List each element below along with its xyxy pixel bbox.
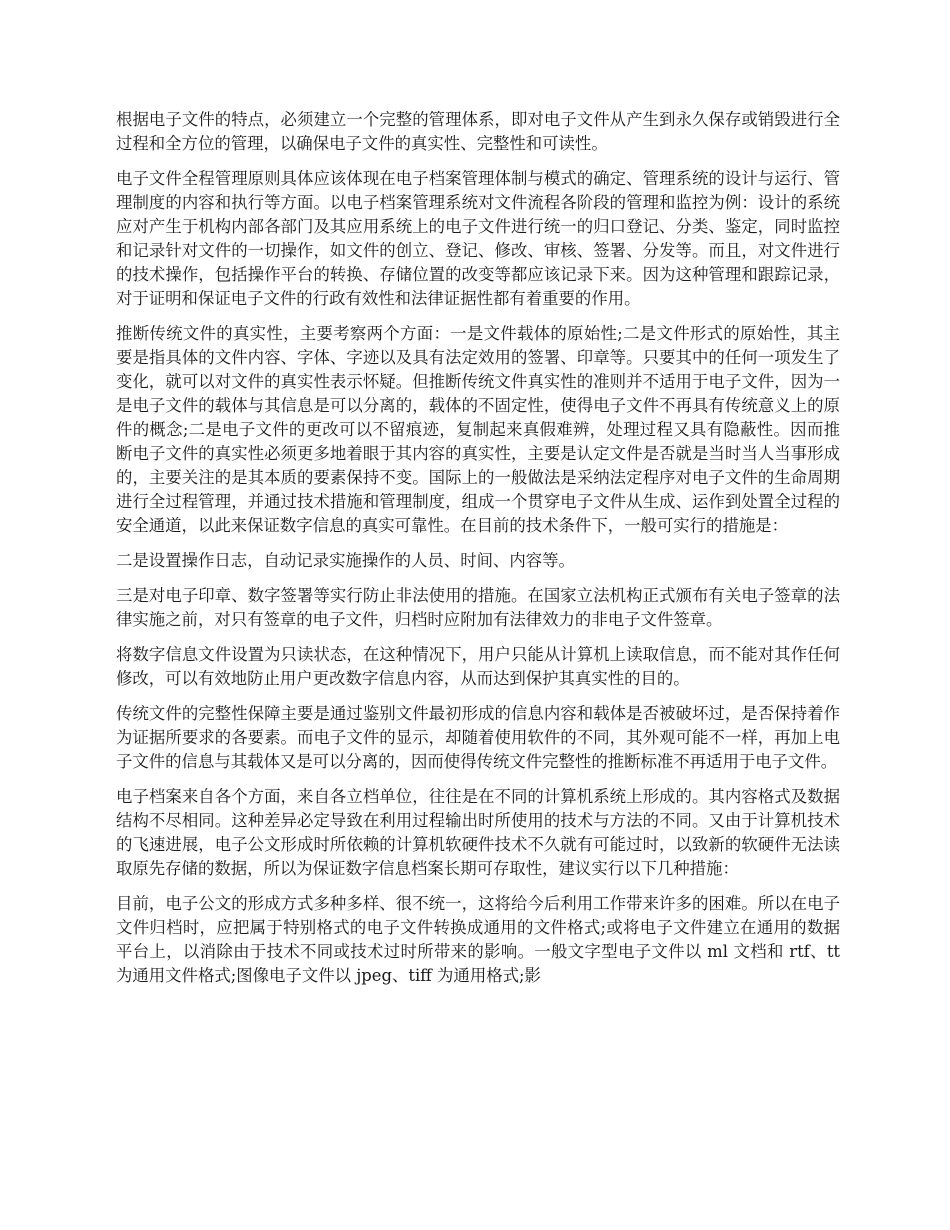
paragraph-5: 三是对电子印章、数字签署等实行防止非法使用的措施。在国家立法机构正式颁布有关电子签章的法律实施之前，对只有签章的电子文件，归档时应附加有法律效力的非电子文件签章。 — [116, 586, 840, 629]
document-body — [116, 108, 840, 999]
paragraph-4: 二是设置操作日志，自动记录实施操作的人员、时间、内容等。 — [116, 551, 575, 570]
paragraph-2: 电子文件全程管理原则具体应该体现在电子档案管理体制与模式的确定、管理系统的设计与运行、管理制度的内容和执行等方面。以电子档案管理系统对文件流程各阶段的管理和监控为例：设计的系统应对产生于机构内部各部门及其应用系统上的电子文件进行统一的归口登记、分类、鉴定，同时监控和记录针对文件的一切操作，如文件的创立、登记、修改、审核、签署、分发等。而且，对文件进行的技术操作，包括操作平台的转换、存储位置的改变等都应该记录下来。因为这种管理和跟踪记录，对于证明和保证电子文件的行政有效性和法律证据性都有着重要的作用。 — [116, 169, 840, 308]
paragraph-6: 将数字信息文件设置为只读状态，在这种情况下，用户只能从计算机上读取信息，而不能对其作任何修改，可以有效地防止用户更改数字信息内容，从而达到保护其真实性的目的。 — [116, 645, 840, 688]
paragraph-7: 传统文件的完整性保障主要是通过鉴别文件最初形成的信息内容和载体是否被破坏过，是否保持着作为证据所要求的各要素。而电子文件的显示，却随着使用软件的不同，其外观可能不一样，再加上电子文件的信息与其载体又是可以分离的，因而使得传统文件完整性的推断标准不再适用于电子文件。 — [116, 704, 840, 771]
paragraph-9: 目前，电子公文的形成方式多种多样、很不统一，这将给今后利用工作带来许多的困难。所以在电子文件归档时，应把属于特别格式的电子文件转换成通用的文件格式;或将电子文件建立在通用的数据平台上，以消除由于技术不同或技术过时所带来的影响。一般文字型电子文件以 ml 文档和 rtf、tt 为通用文件格式;图像电子文件以 jpeg、tiff 为通用格式;影 — [116, 894, 840, 985]
paragraph-3: 推断传统文件的真实性，主要考察两个方面：一是文件载体的原始性;二是文件形式的原始性，其主要是指具体的文件内容、字体、字迹以及具有法定效用的签署、印章等。只要其中的任何一项发生了变化，就可以对文件的真实性表示怀疑。但推断传统文件真实性的准则并不适用于电子文件，因为一是电子文件的载体与其信息是可以分离的，载体的不固定性，使得电子文件不再具有传统意义上的原件的概念;二是电子文件的更改可以不留痕迹，复制起来真假难辨，处理过程又具有隐蔽性。因而推断电子文件的真实性必须更多地着眼于其内容的真实性，主要是认定文件是否就是当时当人当事形成的，主要关注的是其本质的要素保持不变。国际上的一般做法是采纳法定程序对电子文件的生命周期进行全过程管理，并通过技术措施和管理制度，组成一个贯穿电子文件从生成、运作到处置全过程的安全通道，以此来保证数字信息的真实可靠性。在目前的技术条件下，一般可实行的措施是： — [116, 324, 840, 535]
paragraph-8: 电子档案来自各个方面，来自各立档单位，往往是在不同的计算机系统上形成的。其内容格式及数据结构不尽相同。这种差异必定导致在利用过程输出时所使用的技术与方法的不同。又由于计算机技术的飞速进展，电子公文形成时所依赖的计算机软硬件技术不久就有可能过时，以致新的软硬件无法读取原先存储的数据，所以为保证数字信息档案长期可存取性，建议实行以下几种措施： — [116, 787, 840, 878]
paragraph-1: 根据电子文件的特点，必须建立一个完整的管理体系，即对电子文件从产生到永久保存或销毁进行全过程和全方位的管理，以确保电子文件的真实性、完整性和可读性。 — [116, 110, 840, 153]
